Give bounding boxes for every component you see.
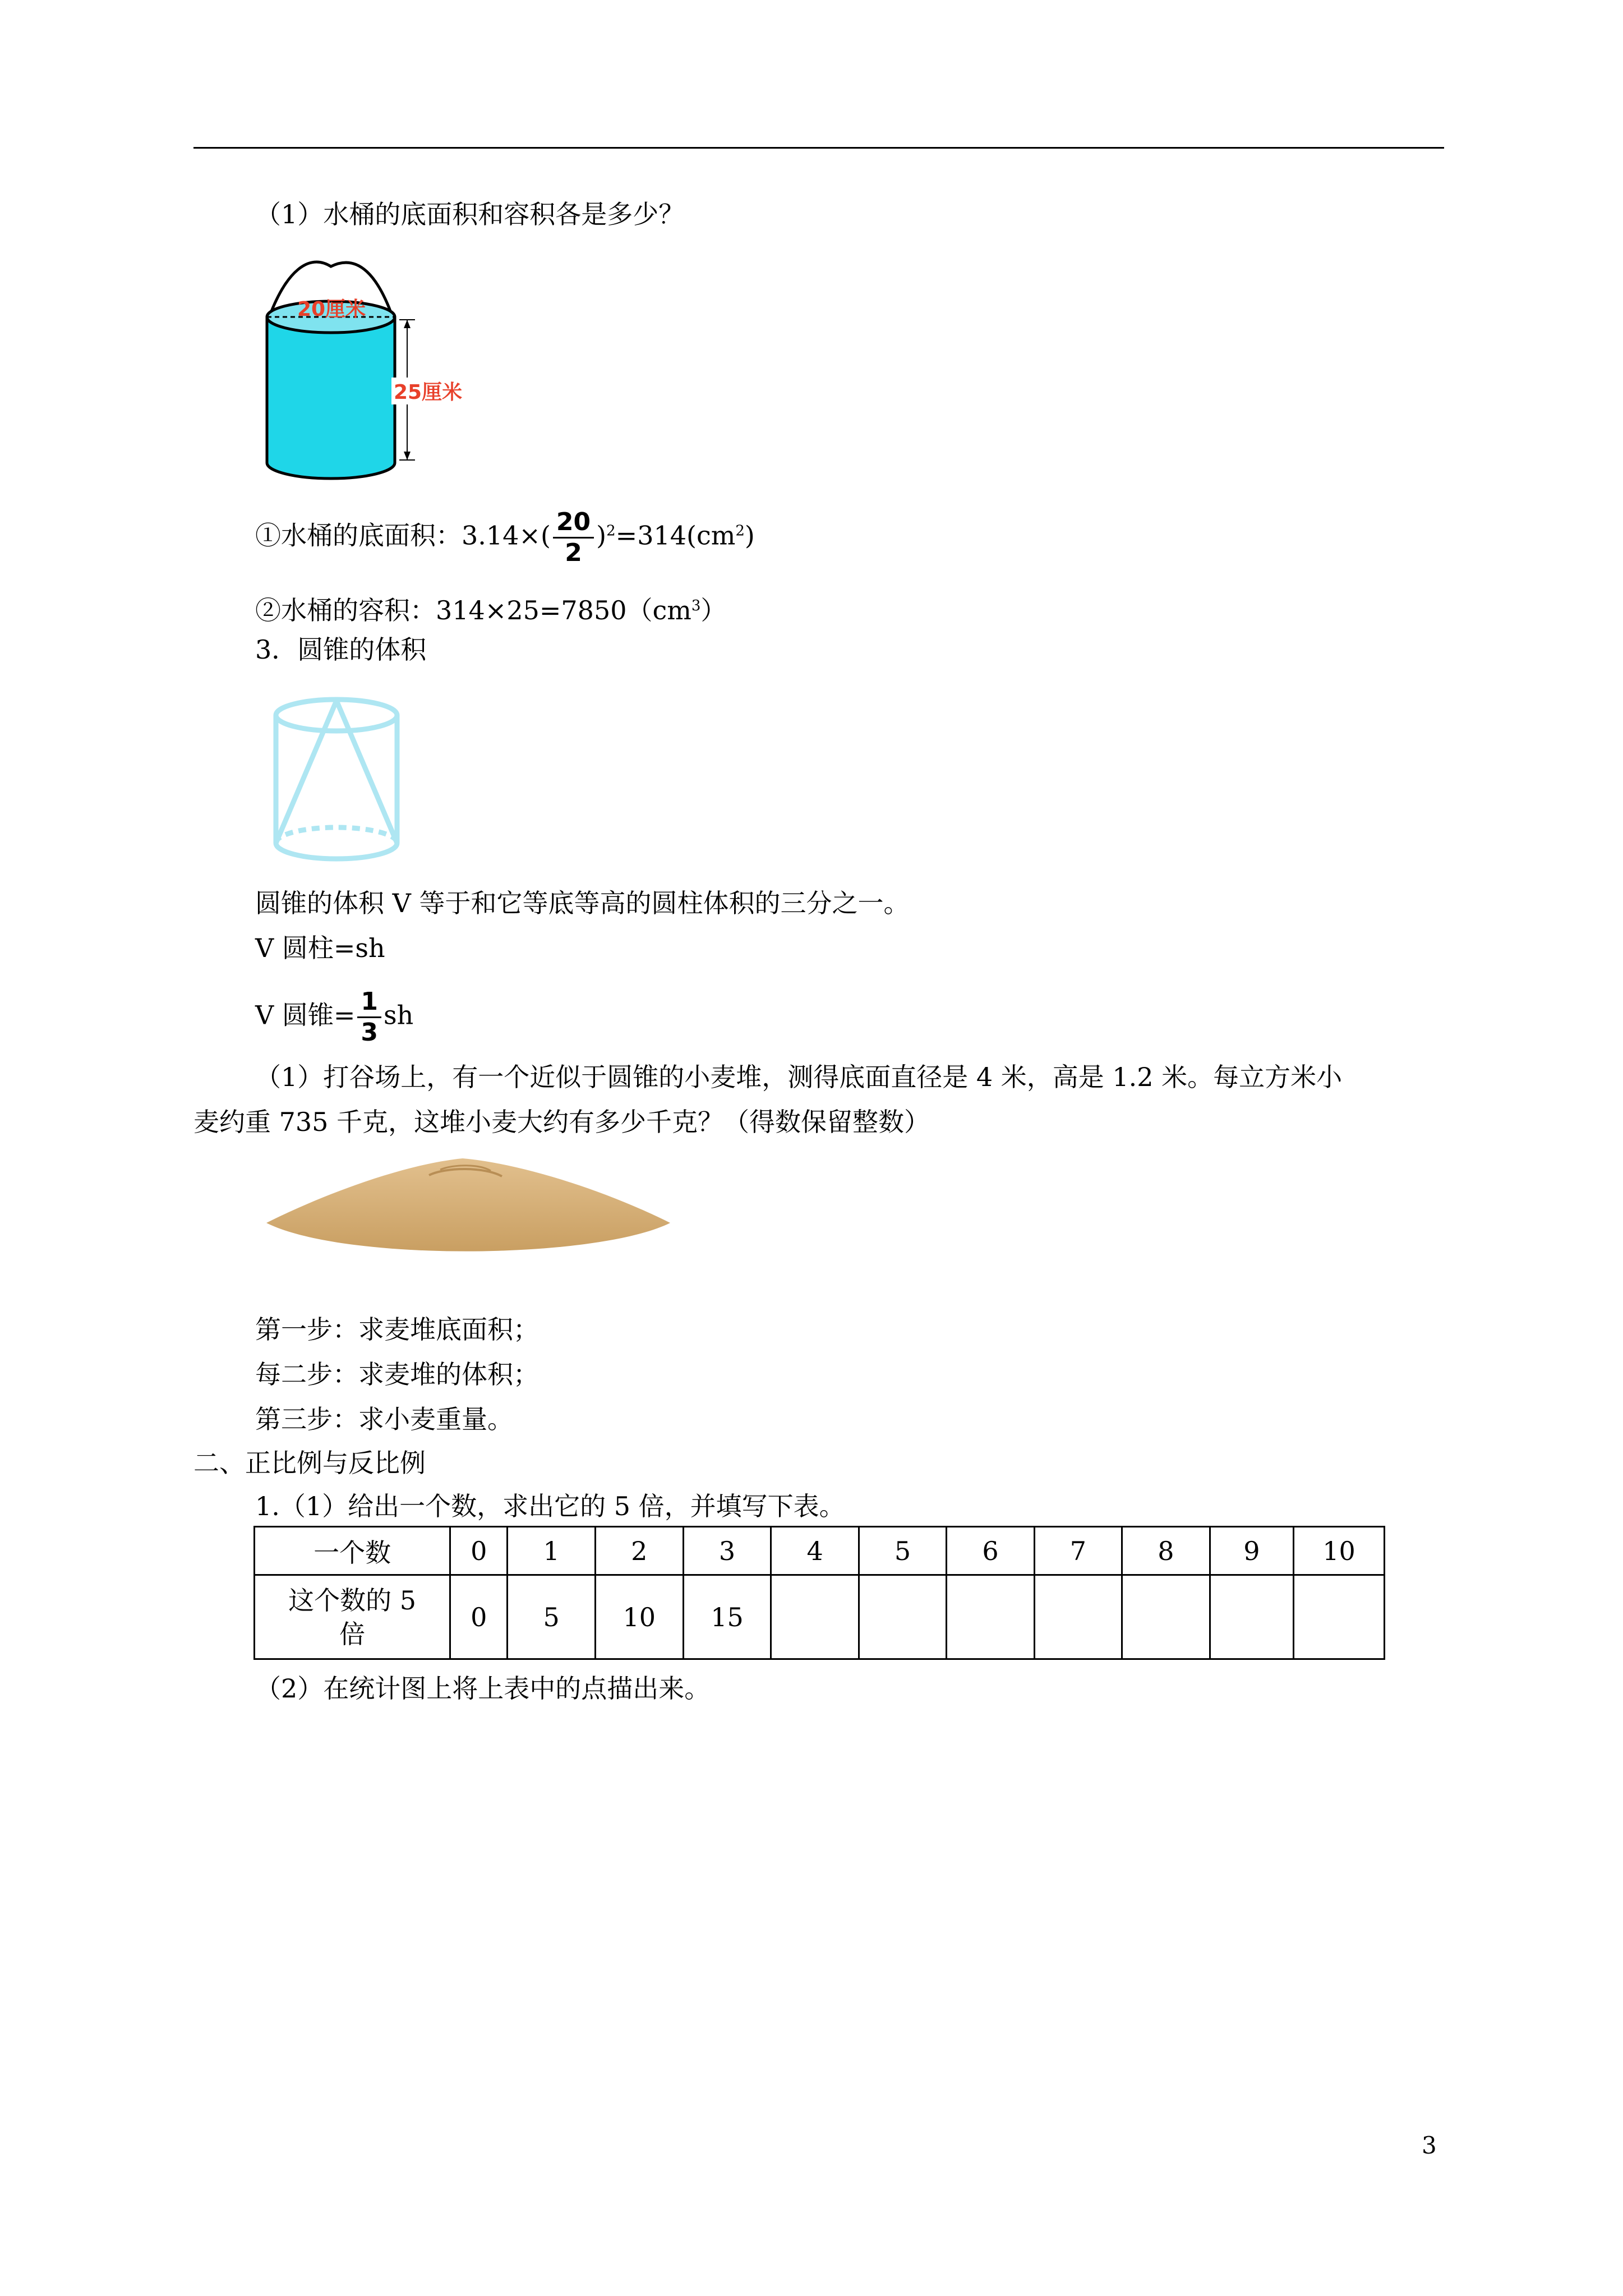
fraction-1-over-3: $\frac{1}{3}$ [357,987,381,1047]
step-second: 每二步：求麦堆的体积； [255,1359,539,1389]
table-cell: 4 [771,1527,859,1575]
row1-header: 一个数 [255,1527,450,1575]
table-cell: 5 [508,1575,595,1659]
fraction-20-over-2: $\frac{20}{2}$ [553,508,594,568]
step-third: 第三步：求小麦重量。 [255,1404,513,1434]
table-intro: 1.（1）给出一个数，求出它的 5 倍，并填写下表。 [255,1491,845,1521]
q1-title: （1）水桶的底面积和容积各是多少？ [255,199,685,229]
table-cell: 5 [859,1527,946,1575]
table-row [255,1575,1385,1659]
table-cell: 0 [450,1575,508,1659]
step1-line: ①水桶的底面积：3.14×( $\frac{20}{2}$ )$^2=314(cm^2)$ [255,508,755,567]
table-cell [1034,1575,1122,1659]
table-cell: 3 [683,1527,771,1575]
height-label: 25厘米 [394,381,463,404]
table-cell [1122,1575,1210,1659]
diameter-label: 20厘米 [297,298,366,321]
table-cell: 2 [595,1527,683,1575]
table-cell [1294,1575,1385,1659]
section3-title: 3．圆锥的体积 [255,634,427,665]
header-rule [193,147,1444,149]
bucket-figure [252,255,477,485]
wheat-question-line1: （1）打谷场上，有一个近似于圆锥的小麦堆，测得底面直径是 4 米，高是 1.2 米。每立方米小 [255,1062,1343,1092]
formula-cylinder: V 圆柱=sh [255,933,385,963]
table-cell: 8 [1122,1527,1210,1575]
table-cell: 0 [450,1527,508,1575]
table-cell: 15 [683,1575,771,1659]
table-cell [771,1575,859,1659]
table-cell: 10 [595,1575,683,1659]
bucket-body [267,317,395,463]
part2-instruction: （2）在统计图上将上表中的点描出来。 [255,1673,711,1704]
table-cell: 10 [1294,1527,1385,1575]
step2-line: ②水桶的容积：$314\times 25=7850(cm^3)$ [255,595,727,625]
table-cell [859,1575,946,1659]
row2-header: 这个数的 5 倍 [255,1575,450,1659]
formula-cone: V 圆锥= $\frac{1}{3}$ sh [255,987,414,1047]
table-cell: 9 [1210,1527,1294,1575]
cone-description: 圆锥的体积 V 等于和它等底等高的圆柱体积的三分之一。 [255,888,910,918]
section2-title: 二、正比例与反比例 [193,1448,426,1478]
cone-in-cylinder-figure [264,693,409,869]
wheat-pile-figure [261,1153,676,1265]
table-cell: 7 [1034,1527,1122,1575]
step-first: 第一步：求麦堆底面积； [255,1314,539,1345]
page-number: 3 [1422,2132,1437,2159]
table-cell [947,1575,1034,1659]
table-cell [1210,1575,1294,1659]
table-cell: 6 [947,1527,1034,1575]
table-row [255,1527,1385,1575]
multiples-table [253,1526,1385,1660]
bucket-bottom-arc [267,463,395,478]
wheat-question-line2: 麦约重 735 千克，这堆小麦大约有多少千克？（得数保留整数） [193,1107,930,1137]
table-cell: 1 [508,1527,595,1575]
